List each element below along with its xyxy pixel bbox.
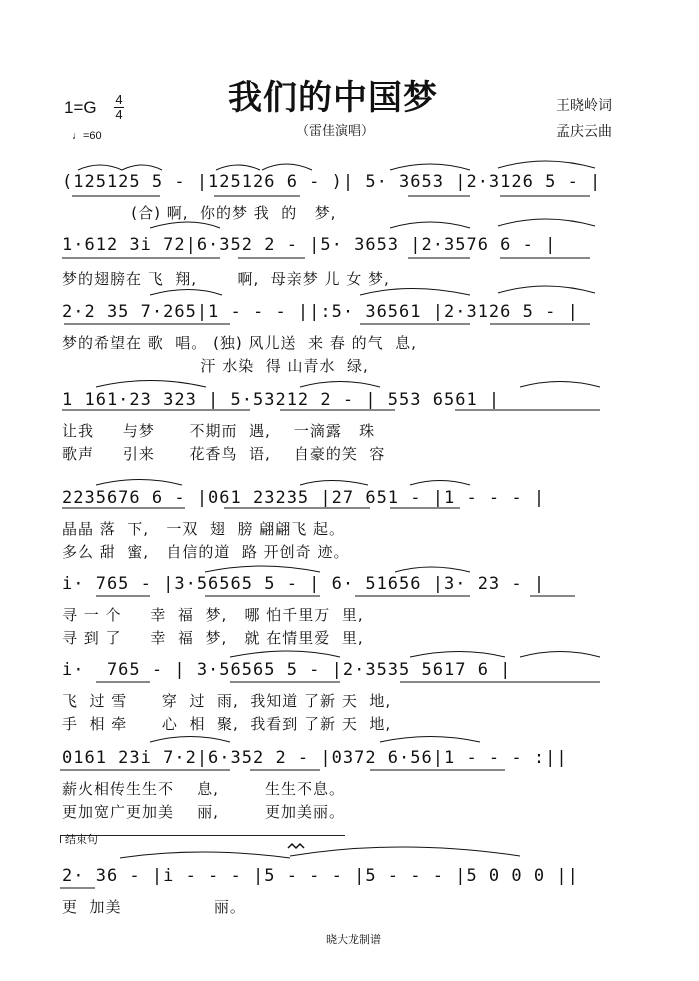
- score-system-6-notes: i· 765 - |3·56565 5 - | 6· 51656 |3· 23 - |: [62, 574, 546, 594]
- score-system-5-notes: 2235676 6 - |061 23235 |27 651 - |1 - - - |: [62, 488, 546, 508]
- tempo-mark: ♩=60: [72, 130, 102, 142]
- score-system-3-lyric-2: 汗 水染 得 山青水 绿,: [62, 357, 369, 375]
- footer-credit: 晓大龙制谱: [326, 933, 381, 946]
- score-system-3-lyric-1: 梦的希望在 歌 唱。 (独) 风儿送 来 春 的气 息,: [62, 334, 417, 352]
- time-signature: [114, 94, 124, 121]
- score-system-1-lyric-1: (合) 啊, 你的梦 我 的 梦,: [62, 204, 337, 222]
- score-system-coda-notes: 2· 36 - |i - - - |5 - - - |5 - - - |5 0 0 0 ||: [62, 866, 579, 886]
- coda-bracket-tick: [60, 835, 61, 843]
- score-system-4-lyric-1: 让我 与梦 不期而 遇, 一滴露 珠: [62, 422, 376, 440]
- score-system-8-lyric-1: 薪火相传生生不 息, 生生不息。: [62, 780, 345, 798]
- score-system-7-notes: i· 765 - | 3·56565 5 - |2·3535 5617 6 |: [62, 660, 512, 680]
- score-system-5-lyric-1: 晶晶 落 下, 一双 翅 膀 翩翩飞 起。: [62, 520, 345, 538]
- coda-bracket-line: [60, 835, 345, 836]
- score-system-8-notes: 0161 23i 7·2|6·352 2 - |0372 6·56|1 - - - :||: [62, 748, 568, 768]
- score-system-4-notes: 1 161·23 323 | 5·53212 2 - | 553 6561 |: [62, 390, 501, 410]
- score-system-2-notes: 1·612 3i 72|6·352 2 - |5· 3653 |2·3576 6 - |: [62, 235, 557, 255]
- score-system-1-notes: (125125 5 - |125126 6 - )| 5· 3653 |2·3126 5 - |: [62, 172, 602, 192]
- score-system-7-lyric-1: 飞 过 雪 穿 过 雨, 我知道 了新 天 地,: [62, 692, 392, 710]
- score-system-6-lyric-1: 寻 一 个 幸 福 梦, 哪 怕千里万 里,: [62, 606, 364, 624]
- coda-label: 结束句: [65, 833, 98, 846]
- score-system-3-notes: 2·2 35 7·265|1 - - - ||:5· 36561 |2·3126 5 - |: [62, 302, 579, 322]
- score-system-6-lyric-2: 寻 到 了 幸 福 梦, 就 在情里爱 里,: [62, 629, 364, 647]
- score-system-5-lyric-2: 多么 甜 蜜, 自信的道 路 开创奇 迹。: [62, 543, 350, 561]
- score-system-coda-lyric-1: 更 加美 丽。: [62, 898, 246, 916]
- time-signature-top: 4: [115, 92, 123, 107]
- score-system-4-lyric-2: 歌声 引来 花香鸟 语, 自豪的笑 容: [62, 445, 386, 463]
- lyricist-credit: 王晓岭词: [556, 98, 612, 114]
- singer-credit: （雷佳演唱）: [296, 124, 375, 139]
- page-title: 我们的中国梦: [228, 78, 438, 118]
- score-system-7-lyric-2: 手 相 牵 心 相 聚, 我看到 了新 天 地,: [62, 715, 392, 733]
- score-system-8-lyric-2: 更加宽广更加美 丽, 更加美丽。: [62, 803, 345, 821]
- composer-credit: 孟庆云曲: [556, 124, 612, 140]
- score-system-2-lyric-1: 梦的翅膀在 飞 翔, 啊, 母亲梦 儿 女 梦,: [62, 270, 390, 288]
- key-signature: 1=G: [64, 98, 97, 117]
- time-signature-bottom: 4: [115, 107, 123, 122]
